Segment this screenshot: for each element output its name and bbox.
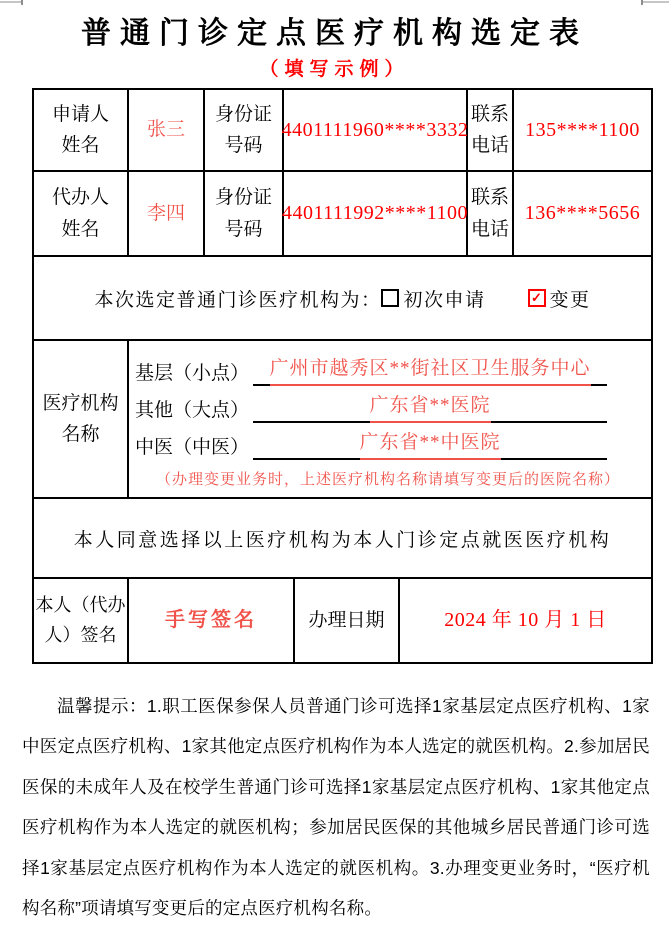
tcm-institution-label: 中医（中医） (135, 436, 250, 458)
change-checkbox-checked[interactable]: ✓ (528, 289, 546, 307)
tcm-institution-line (135, 426, 651, 463)
page-edge-tick-right (641, 0, 643, 5)
agent-phone-label: 联系 电话 (468, 172, 514, 255)
tcm-institution-field[interactable]: 广东省**中医院 (253, 428, 607, 460)
agent-name-label: 代办人 姓名 (34, 172, 129, 255)
page-subtitle: （填写示例） (259, 59, 410, 80)
agreement-text: 本人同意选择以上医疗机构为本人门诊定点就医医疗机构 (73, 529, 612, 551)
applicant-id-label: 身份证 号码 (205, 90, 284, 170)
agent-name-field[interactable]: 李四 (129, 172, 205, 255)
agreement-cell (34, 499, 651, 577)
signature-field[interactable]: 手写签名 (129, 579, 295, 662)
agent-id-label: 身份证 号码 (205, 172, 284, 255)
first-application-option-label: 初次申请 (403, 289, 486, 311)
change-option-label: 变更 (549, 289, 591, 311)
applicant-name-label: 申请人 姓名 (34, 90, 129, 170)
signature-row (34, 579, 651, 662)
page-edge-artifact-right (643, 1, 669, 3)
institutions-header: 医疗机构 名称 (34, 341, 129, 497)
date-label: 办理日期 (295, 579, 400, 662)
agent-phone-field[interactable]: 136****5656 (524, 202, 641, 224)
applicant-phone-label: 联系 电话 (468, 90, 514, 170)
first-application-checkbox[interactable] (381, 289, 399, 307)
selection-type-label: 本次选定普通门诊医疗机构为： (94, 289, 382, 311)
agreement-row (34, 499, 651, 579)
signature-label: 本人（代办 人）签名 (34, 579, 129, 662)
selection-type-cell (34, 257, 651, 339)
institution-change-note: （办理变更业务时，上述医疗机构名称请填写变更后的医院名称） (155, 471, 620, 488)
selection-type-row (34, 257, 651, 341)
agent-id-field[interactable]: 4401111992****1100 (284, 172, 468, 255)
agent-row (34, 172, 651, 257)
primary-institution-field[interactable]: 广州市越秀区**街社区卫生服务中心 (253, 354, 607, 386)
institutions-row (34, 341, 651, 499)
primary-institution-label: 基层（小点） (135, 362, 250, 384)
page-edge-artifact-left (0, 1, 21, 3)
selection-form-table (32, 88, 653, 664)
other-institution-label: 其他（大点） (135, 399, 250, 421)
applicant-name-field[interactable]: 张三 (129, 90, 205, 170)
date-field[interactable]: 2024 年 10 月 1 日 (444, 609, 607, 631)
notice-paragraph: 温馨提示：1.职工医保参保人员普通门诊可选择1家基层定点医疗机构、1家中医定点医疗机构、1家其他定点医疗机构作为本人选定的就医机构。2.参加居民医保的未成年人及在校学生普通门诊可选择1家基层定点医疗机构、1家其他定点医疗机构作为本人选定的就医机构；参加居民医保的其他城乡居民普通门诊可选择1家基层定点医疗机构作为本人选定的就医机构。3.办理变更业务时，“医疗机构名称”项请填写变更后的定点医疗机构名称。 (22, 695, 650, 918)
institutions-fields (129, 341, 651, 497)
applicant-phone-field[interactable]: 135****1100 (525, 118, 640, 141)
page-title: 普通门诊定点医疗机构选定表 (81, 17, 588, 50)
page-edge-tick-left (21, 0, 23, 5)
applicant-row (34, 90, 651, 172)
applicant-id-field[interactable]: 4401111960****3332 (284, 90, 468, 170)
primary-institution-line (135, 352, 651, 389)
other-institution-field[interactable]: 广东省**医院 (253, 391, 607, 423)
other-institution-line (135, 389, 651, 426)
